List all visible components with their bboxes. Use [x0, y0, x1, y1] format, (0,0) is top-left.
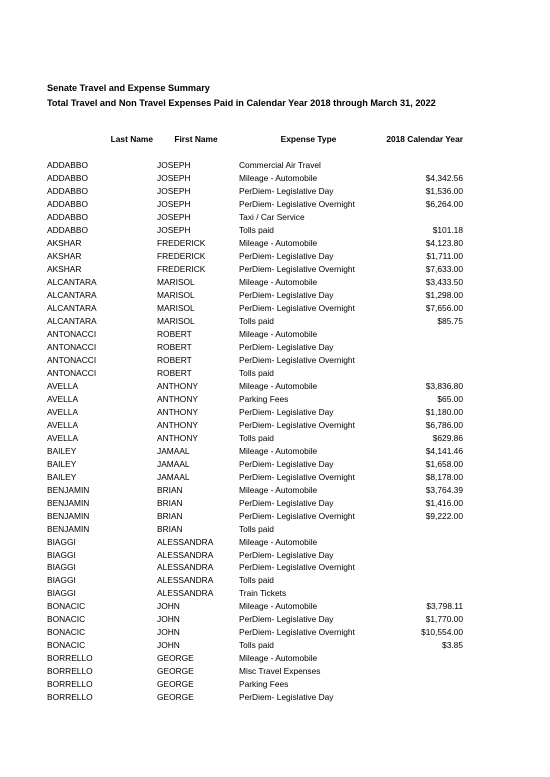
- cell-first-name: ALESSANDRA: [157, 562, 214, 573]
- cell-expense-type: PerDiem- Legislative Day: [239, 692, 334, 703]
- cell-amount: $1,658.00: [425, 458, 463, 469]
- cell-last-name: BENJAMIN: [47, 523, 90, 534]
- cell-last-name: ALCANTARA: [47, 276, 97, 287]
- cell-amount: [380, 328, 465, 341]
- cell-expense-type: Tolls paid: [239, 523, 274, 534]
- table-row: [45, 458, 465, 471]
- cell-expense-type: PerDiem- Legislative Day: [239, 549, 334, 560]
- cell-expense-type: Mileage - Automobile: [239, 276, 318, 287]
- cell-expense-type: Commercial Air Travel: [239, 159, 321, 170]
- cell-expense-type: Mileage - Automobile: [239, 484, 318, 495]
- table-row: [45, 626, 465, 639]
- cell-first-name: ROBERT: [157, 354, 192, 365]
- cell-last-name: BENJAMIN: [47, 484, 90, 495]
- cell-amount: $7,656.00: [425, 302, 463, 313]
- cell-last-name: ADDABBO: [47, 185, 88, 196]
- table-row: [45, 380, 465, 393]
- cell-amount: $3.85: [442, 640, 463, 651]
- cell-first-name: GEORGE: [157, 679, 194, 690]
- cell-amount: $6,264.00: [425, 198, 463, 209]
- cell-first-name: JOHN: [157, 627, 180, 638]
- cell-expense-type: PerDiem- Legislative Day: [239, 406, 334, 417]
- cell-last-name: BORRELLO: [47, 692, 93, 703]
- table-row: [45, 263, 465, 276]
- cell-expense-type: Tolls paid: [239, 315, 274, 326]
- table-row: [45, 523, 465, 536]
- cell-first-name: JAMAAL: [157, 458, 190, 469]
- cell-first-name: ALESSANDRA: [157, 549, 214, 560]
- cell-expense-type: Tolls paid: [239, 367, 274, 378]
- cell-expense-type: PerDiem- Legislative Day: [239, 250, 334, 261]
- cell-first-name: MARISOL: [157, 276, 195, 287]
- cell-expense-type: PerDiem- Legislative Day: [239, 341, 334, 352]
- cell-expense-type: PerDiem- Legislative Day: [239, 289, 334, 300]
- cell-last-name: AKSHAR: [47, 263, 82, 274]
- cell-expense-type: PerDiem- Legislative Day: [239, 458, 334, 469]
- cell-amount: $7,633.00: [425, 263, 463, 274]
- cell-amount: $3,433.50: [425, 276, 463, 287]
- cell-amount: [380, 549, 465, 562]
- table-row: [45, 484, 465, 497]
- cell-last-name: ADDABBO: [47, 211, 88, 222]
- table-row: [45, 250, 465, 263]
- cell-amount: $629.86: [432, 432, 463, 443]
- cell-first-name: JOHN: [157, 614, 180, 625]
- cell-amount: [380, 536, 465, 549]
- cell-last-name: ALCANTARA: [47, 315, 97, 326]
- cell-amount: $1,298.00: [425, 289, 463, 300]
- cell-first-name: ALESSANDRA: [157, 536, 214, 547]
- cell-amount: $3,798.11: [426, 601, 463, 612]
- cell-first-name: ROBERT: [157, 328, 192, 339]
- cell-first-name: MARISOL: [157, 289, 195, 300]
- cell-last-name: AVELLA: [47, 432, 79, 443]
- cell-expense-type: Mileage - Automobile: [239, 536, 318, 547]
- cell-expense-type: PerDiem- Legislative Day: [239, 614, 334, 625]
- header-last-name: Last Name: [110, 134, 153, 144]
- document-subtitle: Total Travel and Non Travel Expenses Paid in Calendar Year 2018 through March 31, 2022: [47, 97, 436, 108]
- cell-first-name: FREDERICK: [157, 237, 206, 248]
- table-row: [45, 185, 465, 198]
- table-row: [45, 549, 465, 562]
- cell-expense-type: PerDiem- Legislative Overnight: [239, 510, 355, 521]
- cell-first-name: ROBERT: [157, 367, 192, 378]
- cell-last-name: ANTONACCI: [47, 367, 97, 378]
- cell-expense-type: PerDiem- Legislative Overnight: [239, 198, 355, 209]
- table-row: [45, 497, 465, 510]
- cell-amount: [380, 678, 465, 691]
- cell-amount: [380, 523, 465, 536]
- cell-expense-type: Mileage - Automobile: [239, 237, 318, 248]
- cell-expense-type: PerDiem- Legislative Overnight: [239, 627, 355, 638]
- table-row: [45, 561, 465, 574]
- cell-amount: [380, 159, 465, 172]
- cell-amount: [380, 691, 465, 704]
- cell-amount: $1,536.00: [425, 185, 463, 196]
- cell-last-name: AKSHAR: [47, 237, 82, 248]
- cell-amount: [380, 367, 465, 380]
- table-row: [45, 393, 465, 406]
- cell-amount: [380, 211, 465, 224]
- cell-last-name: BENJAMIN: [47, 497, 90, 508]
- cell-expense-type: Tolls paid: [239, 432, 274, 443]
- cell-last-name: AVELLA: [47, 406, 79, 417]
- cell-last-name: ALCANTARA: [47, 289, 97, 300]
- cell-last-name: BORRELLO: [47, 679, 93, 690]
- table-row: [45, 445, 465, 458]
- table-row: [45, 354, 465, 367]
- cell-last-name: AVELLA: [47, 380, 79, 391]
- cell-first-name: ROBERT: [157, 341, 192, 352]
- table-row: [45, 237, 465, 250]
- cell-amount: [380, 341, 465, 354]
- header-amount: 2018 Calendar Year: [386, 134, 463, 144]
- cell-first-name: FREDERICK: [157, 250, 206, 261]
- table-row: [45, 198, 465, 211]
- cell-first-name: ANTHONY: [157, 432, 198, 443]
- cell-amount: $101.18: [432, 224, 463, 235]
- cell-last-name: BENJAMIN: [47, 510, 90, 521]
- cell-amount: [380, 665, 465, 678]
- cell-first-name: JAMAAL: [157, 471, 190, 482]
- cell-first-name: BRIAN: [157, 523, 183, 534]
- cell-amount: [380, 354, 465, 367]
- cell-last-name: BIAGGI: [47, 588, 76, 599]
- cell-last-name: BONACIC: [47, 640, 86, 651]
- table-row: [45, 510, 465, 523]
- table-row: [45, 224, 465, 237]
- cell-first-name: JOHN: [157, 640, 180, 651]
- table-row: [45, 172, 465, 185]
- table-row: [45, 367, 465, 380]
- cell-amount: $10,554.00: [421, 627, 463, 638]
- cell-expense-type: PerDiem- Legislative Day: [239, 497, 334, 508]
- cell-amount: $1,416.00: [425, 497, 463, 508]
- table-body: [45, 159, 465, 704]
- cell-last-name: BORRELLO: [47, 666, 93, 677]
- cell-last-name: ANTONACCI: [47, 328, 97, 339]
- cell-last-name: BONACIC: [47, 627, 86, 638]
- table-row: [45, 652, 465, 665]
- cell-first-name: ANTHONY: [157, 419, 198, 430]
- table-row: [45, 613, 465, 626]
- cell-last-name: BIAGGI: [47, 575, 76, 586]
- cell-last-name: ANTONACCI: [47, 341, 97, 352]
- title-block: [47, 81, 436, 110]
- cell-amount: $85.75: [437, 315, 463, 326]
- table-header-row: [45, 132, 465, 146]
- cell-first-name: GEORGE: [157, 666, 194, 677]
- cell-first-name: JAMAAL: [157, 445, 190, 456]
- table-row: [45, 406, 465, 419]
- table-row: [45, 276, 465, 289]
- cell-first-name: ANTHONY: [157, 393, 198, 404]
- cell-expense-type: Mileage - Automobile: [239, 172, 318, 183]
- cell-first-name: GEORGE: [157, 653, 194, 664]
- table-row: [45, 536, 465, 549]
- cell-expense-type: PerDiem- Legislative Overnight: [239, 471, 355, 482]
- cell-expense-type: PerDiem- Legislative Overnight: [239, 263, 355, 274]
- cell-first-name: ALESSANDRA: [157, 575, 214, 586]
- cell-amount: $6,786.00: [425, 419, 463, 430]
- cell-last-name: ADDABBO: [47, 159, 88, 170]
- cell-last-name: AVELLA: [47, 393, 79, 404]
- cell-first-name: BRIAN: [157, 497, 183, 508]
- cell-first-name: JOSEPH: [157, 198, 191, 209]
- cell-last-name: BAILEY: [47, 458, 77, 469]
- cell-amount: $9,222.00: [425, 510, 463, 521]
- table-row: [45, 639, 465, 652]
- cell-first-name: FREDERICK: [157, 263, 206, 274]
- header-expense-type: Expense Type: [280, 134, 337, 144]
- cell-first-name: JOSEPH: [157, 172, 191, 183]
- cell-last-name: BAILEY: [47, 471, 77, 482]
- header-first-name: First Name: [174, 134, 218, 144]
- cell-first-name: MARISOL: [157, 302, 195, 313]
- cell-last-name: ADDABBO: [47, 172, 88, 183]
- cell-expense-type: PerDiem- Legislative Overnight: [239, 419, 355, 430]
- cell-last-name: BAILEY: [47, 445, 77, 456]
- cell-amount: [380, 574, 465, 587]
- cell-expense-type: Tolls paid: [239, 575, 274, 586]
- table-row: [45, 328, 465, 341]
- cell-expense-type: PerDiem- Legislative Overnight: [239, 562, 355, 573]
- cell-first-name: GEORGE: [157, 692, 194, 703]
- cell-last-name: BIAGGI: [47, 536, 76, 547]
- cell-amount: $3,764.39: [425, 484, 463, 495]
- cell-last-name: BIAGGI: [47, 562, 76, 573]
- cell-last-name: BONACIC: [47, 614, 86, 625]
- table-row: [45, 341, 465, 354]
- document-title: Senate Travel and Expense Summary: [47, 83, 210, 93]
- expense-table: [45, 132, 465, 704]
- cell-amount: $1,711.00: [426, 250, 463, 261]
- cell-first-name: ALESSANDRA: [157, 588, 214, 599]
- cell-expense-type: Mileage - Automobile: [239, 328, 318, 339]
- cell-expense-type: PerDiem- Legislative Overnight: [239, 302, 355, 313]
- cell-amount: $1,770.00: [425, 614, 463, 625]
- table-row: [45, 600, 465, 613]
- cell-expense-type: Taxi / Car Service: [239, 211, 305, 222]
- cell-last-name: BIAGGI: [47, 549, 76, 560]
- cell-amount: [380, 561, 465, 574]
- cell-last-name: AKSHAR: [47, 250, 82, 261]
- cell-first-name: JOSEPH: [157, 185, 191, 196]
- cell-last-name: BORRELLO: [47, 653, 93, 664]
- table-row: [45, 574, 465, 587]
- cell-first-name: JOHN: [157, 601, 180, 612]
- table-row: [45, 678, 465, 691]
- table-row: [45, 432, 465, 445]
- cell-expense-type: Mileage - Automobile: [239, 601, 318, 612]
- cell-expense-type: Mileage - Automobile: [239, 445, 318, 456]
- cell-last-name: ALCANTARA: [47, 302, 97, 313]
- cell-amount: $3,836.80: [425, 380, 463, 391]
- cell-expense-type: Misc Travel Expenses: [239, 666, 321, 677]
- header-spacer: [45, 146, 465, 159]
- cell-expense-type: PerDiem- Legislative Overnight: [239, 354, 355, 365]
- cell-expense-type: Parking Fees: [239, 393, 289, 404]
- cell-last-name: ANTONACCI: [47, 354, 97, 365]
- table-row: [45, 302, 465, 315]
- table-row: [45, 691, 465, 704]
- cell-first-name: ANTHONY: [157, 406, 198, 417]
- cell-last-name: BONACIC: [47, 601, 86, 612]
- cell-expense-type: Parking Fees: [239, 679, 289, 690]
- cell-expense-type: Mileage - Automobile: [239, 380, 318, 391]
- cell-amount: [380, 652, 465, 665]
- cell-first-name: JOSEPH: [157, 211, 191, 222]
- table-row: [45, 159, 465, 172]
- cell-expense-type: Tolls paid: [239, 640, 274, 651]
- table-row: [45, 419, 465, 432]
- table-row: [45, 665, 465, 678]
- cell-amount: $4,342.56: [425, 172, 463, 183]
- cell-amount: [380, 587, 465, 600]
- table-row: [45, 211, 465, 224]
- cell-first-name: BRIAN: [157, 484, 183, 495]
- cell-first-name: BRIAN: [157, 510, 183, 521]
- cell-first-name: JOSEPH: [157, 159, 191, 170]
- cell-last-name: AVELLA: [47, 419, 79, 430]
- cell-first-name: JOSEPH: [157, 224, 191, 235]
- cell-amount: $4,123.80: [425, 237, 463, 248]
- table-row: [45, 471, 465, 484]
- table-row: [45, 289, 465, 302]
- cell-first-name: MARISOL: [157, 315, 195, 326]
- table-row: [45, 315, 465, 328]
- cell-expense-type: Tolls paid: [239, 224, 274, 235]
- cell-last-name: ADDABBO: [47, 198, 88, 209]
- cell-expense-type: Mileage - Automobile: [239, 653, 318, 664]
- cell-expense-type: Train Tickets: [239, 588, 287, 599]
- cell-expense-type: PerDiem- Legislative Day: [239, 185, 334, 196]
- cell-last-name: ADDABBO: [47, 224, 88, 235]
- table-row: [45, 587, 465, 600]
- cell-amount: $4,141.46: [425, 445, 463, 456]
- cell-amount: $8,178.00: [425, 471, 463, 482]
- cell-amount: $1,180.00: [425, 406, 463, 417]
- cell-amount: $65.00: [437, 393, 463, 404]
- cell-first-name: ANTHONY: [157, 380, 198, 391]
